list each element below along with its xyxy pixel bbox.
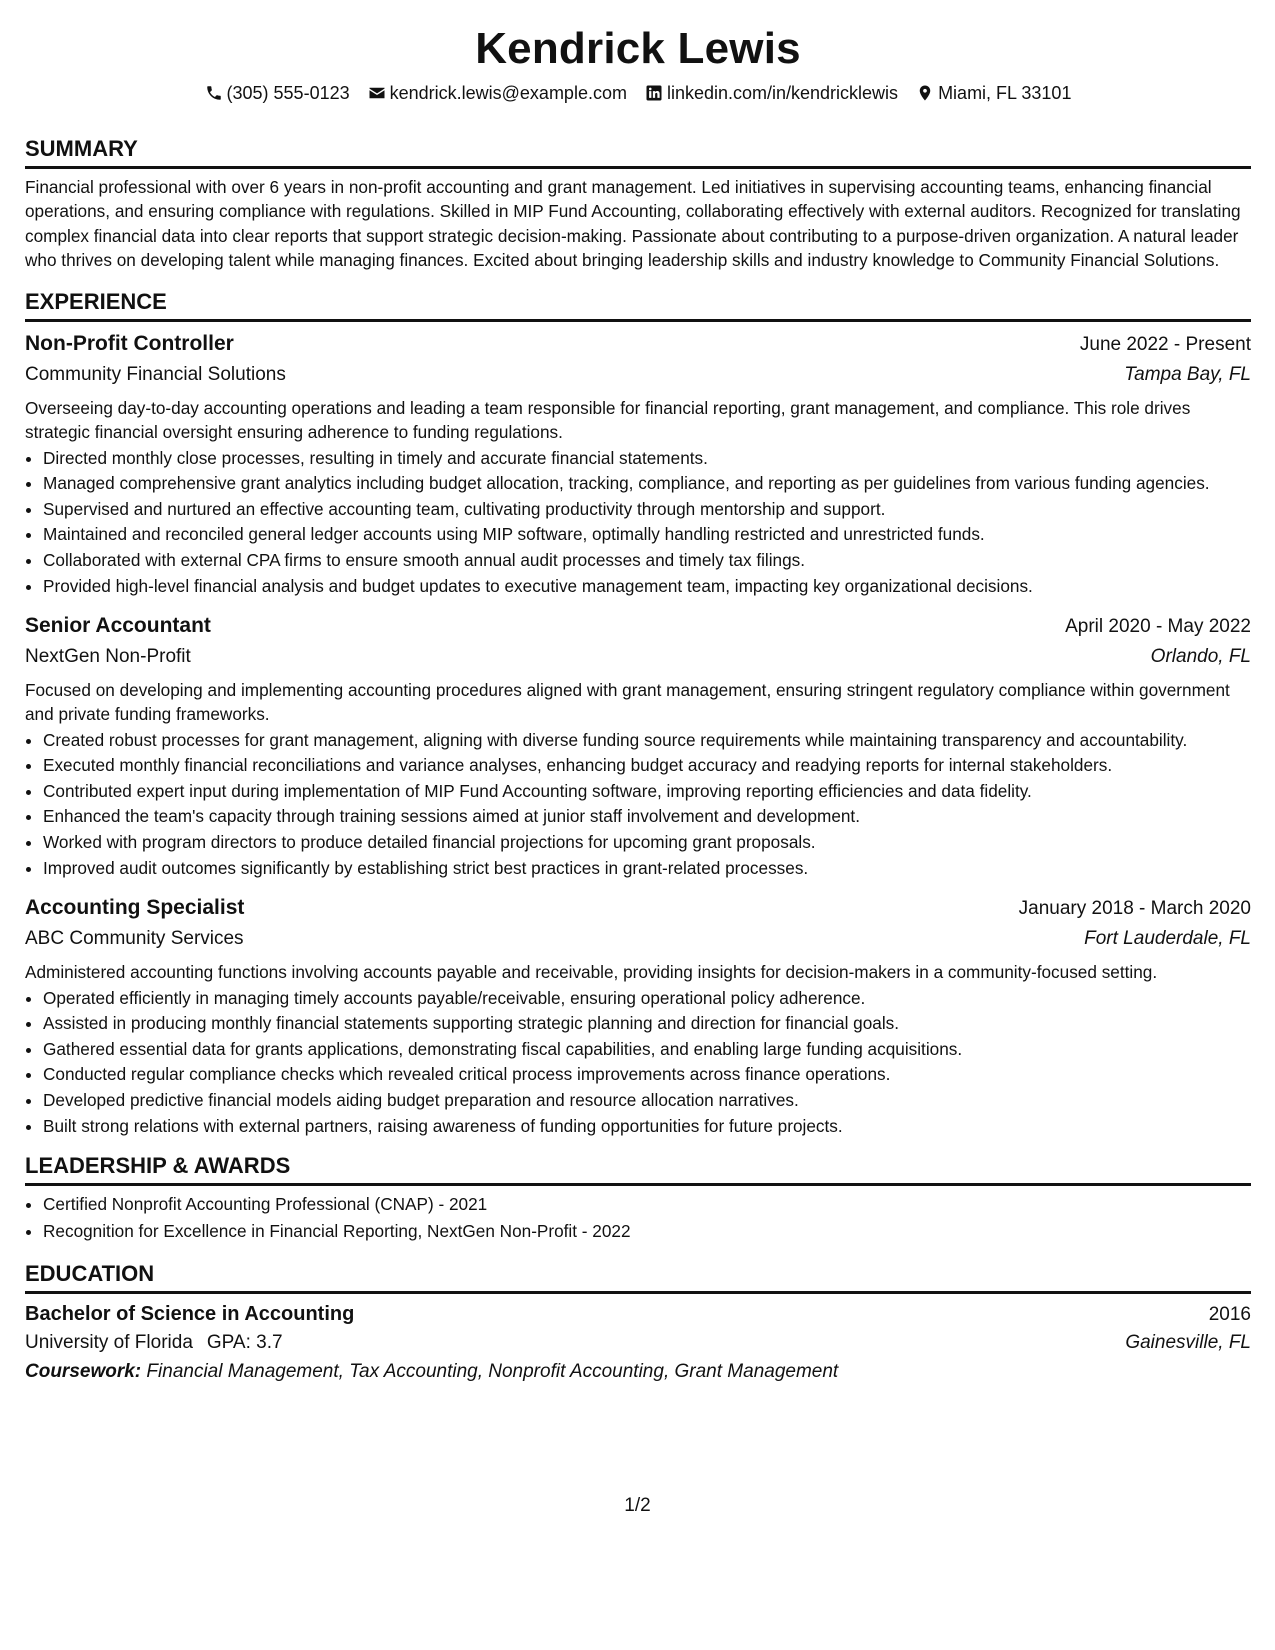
list-item: • Built strong relations with external partners, raising awareness of funding opportunities for future projects. <box>43 1114 1251 1138</box>
list-item: • Assisted in producing monthly financial statements supporting strategic planning and direction for financial goals. <box>43 1011 1251 1035</box>
school-location: Gainesville, FL <box>1125 1331 1251 1353</box>
location-text: Miami, FL 33101 <box>938 83 1072 103</box>
phone-text: (305) 555-0123 <box>226 83 350 103</box>
job-description: Overseeing day-to-day accounting operations and leading a team responsible for financial reporting, grant management, and compliance. This role drives strategic financial oversight ensuring adherence to funding regulations. <box>25 397 1191 442</box>
school-name: University of Florida <box>25 1331 193 1353</box>
list-item: • Maintained and reconciled general ledger accounts using MIP software, optimally handling restricted and unrestricted funds. <box>43 522 1251 546</box>
job-company: Community Financial Solutions <box>25 363 286 385</box>
contact-email[interactable] <box>368 80 627 106</box>
list-item: • Recognition for Excellence in Financial Reporting, NextGen Non-Profit - 2022 <box>43 1219 1251 1244</box>
resume-page <box>25 22 1251 1387</box>
section-title-leadership: LEADERSHIP & AWARDS <box>25 1152 1251 1186</box>
job-dates: April 2020 - May 2022 <box>1065 615 1251 637</box>
contact-bar <box>25 80 1251 106</box>
list-item: • Improved audit outcomes significantly by establishing strict best practices in grant-related processes. <box>43 856 1251 880</box>
contact-location <box>916 80 1071 106</box>
job-title: Accounting Specialist <box>25 895 245 919</box>
page-number: 1/2 <box>624 1495 651 1516</box>
list-item: • Certified Nonprofit Accounting Professional (CNAP) - 2021 <box>43 1192 1251 1217</box>
linkedin-text[interactable]: linkedin.com/in/kendricklewis <box>666 83 899 103</box>
list-item: • Supervised and nurtured an effective accounting team, cultivating productivity through mentorship and support. <box>43 497 1251 521</box>
job-bullets <box>25 728 1251 880</box>
job-title: Non-Profit Controller <box>25 331 234 355</box>
job-entry <box>25 893 1251 1138</box>
summary-section <box>25 135 1251 273</box>
leadership-section <box>25 1152 1251 1244</box>
job-entry <box>25 611 1251 880</box>
degree-title: Bachelor of Science in Accounting <box>25 1302 355 1325</box>
section-title-education: EDUCATION <box>25 1260 1251 1294</box>
job-description: Administered accounting functions involving accounts payable and receivable, providing insights for decision-makers in a community-focused setting. <box>25 961 1158 982</box>
list-item: • Conducted regular compliance checks which revealed critical process improvements across finance operations. <box>43 1062 1251 1086</box>
job-title: Senior Accountant <box>25 613 211 637</box>
job-dates: January 2018 - March 2020 <box>1018 897 1251 919</box>
job-location: Orlando, FL <box>1150 645 1251 667</box>
list-item: • Directed monthly close processes, resulting in timely and accurate financial statements. <box>43 446 1251 470</box>
job-company: ABC Community Services <box>25 927 244 949</box>
job-bullets <box>25 446 1251 598</box>
job-dates: June 2022 - Present <box>1079 333 1251 355</box>
section-title-summary: SUMMARY <box>25 135 1251 169</box>
contact-phone <box>205 80 350 106</box>
job-location: Tampa Bay, FL <box>1124 363 1251 385</box>
list-item: • Collaborated with external CPA firms to ensure smooth annual audit processes and timely tax filings. <box>43 548 1251 572</box>
phone-icon <box>205 84 223 102</box>
graduation-year: 2016 <box>1208 1303 1251 1325</box>
summary-text: Financial professional with over 6 years in non-profit accounting and grant management. Led initiatives in supervising accounting teams, enhancing financial operations, and ensuring compliance with regulations. Skilled in MIP Fund Accounting, collaborating effectively with external auditors. Recognized for translating complex financial data into clear reports that support strategic decision-making. Passionate about contributing to a purpose-driven organization. A natural leader who thrives on developing talent while managing finances. Excited about bringing leadership skills and industry knowledge to Community Financial Solutions. <box>25 177 1241 271</box>
coursework-line <box>25 1357 1251 1387</box>
envelope-icon <box>368 84 386 102</box>
section-title-experience: EXPERIENCE <box>25 288 1251 322</box>
education-section <box>25 1260 1251 1387</box>
list-item: • Enhanced the team's capacity through training sessions aimed at junior staff involvement and development. <box>43 804 1251 828</box>
job-description: Focused on developing and implementing accounting procedures aligned with grant management, ensuring stringent regulatory compliance within government and private funding frameworks. <box>25 679 1230 724</box>
email-text[interactable]: kendrick.lewis@example.com <box>389 83 627 103</box>
coursework-label: Coursework: <box>25 1360 142 1382</box>
linkedin-icon <box>645 84 663 102</box>
list-item: • Created robust processes for grant management, aligning with diverse funding source requirements while maintaining transparency and accountability. <box>43 728 1251 752</box>
list-item: • Gathered essential data for grants applications, demonstrating fiscal capabilities, and enabling large funding acquisitions. <box>43 1037 1251 1061</box>
candidate-name: Kendrick Lewis <box>475 24 801 73</box>
job-company: NextGen Non-Profit <box>25 645 191 667</box>
contact-linkedin[interactable] <box>645 80 898 106</box>
school-line <box>25 1329 283 1357</box>
list-item: • Executed monthly financial reconciliations and variance analyses, enhancing budget accuracy and readying reports for internal stakeholders. <box>43 753 1251 777</box>
list-item: • Worked with program directors to produce detailed financial projections for upcoming grant proposals. <box>43 830 1251 854</box>
gpa: GPA: 3.7 <box>206 1331 283 1353</box>
list-item: • Operated efficiently in managing timely accounts payable/receivable, ensuring operational policy adherence. <box>43 986 1251 1010</box>
list-item: • Provided high-level financial analysis and budget updates to executive management team, impacting key organizational decisions. <box>43 574 1251 598</box>
list-item: • Developed predictive financial models aiding budget preparation and resource allocation narratives. <box>43 1088 1251 1112</box>
award-list <box>25 1192 1251 1244</box>
job-bullets <box>25 986 1251 1138</box>
coursework-list: Financial Management, Tax Accounting, Nonprofit Accounting, Grant Management <box>146 1360 839 1382</box>
list-item: • Managed comprehensive grant analytics including budget allocation, tracking, compliance, and reporting as per guidelines from various funding agencies. <box>43 471 1251 495</box>
job-location: Fort Lauderdale, FL <box>1084 927 1251 949</box>
experience-section <box>25 288 1251 1138</box>
map-pin-icon <box>916 84 934 102</box>
job-entry <box>25 329 1251 598</box>
list-item: • Contributed expert input during implementation of MIP Fund Accounting software, improving reporting efficiencies and data fidelity. <box>43 779 1251 803</box>
